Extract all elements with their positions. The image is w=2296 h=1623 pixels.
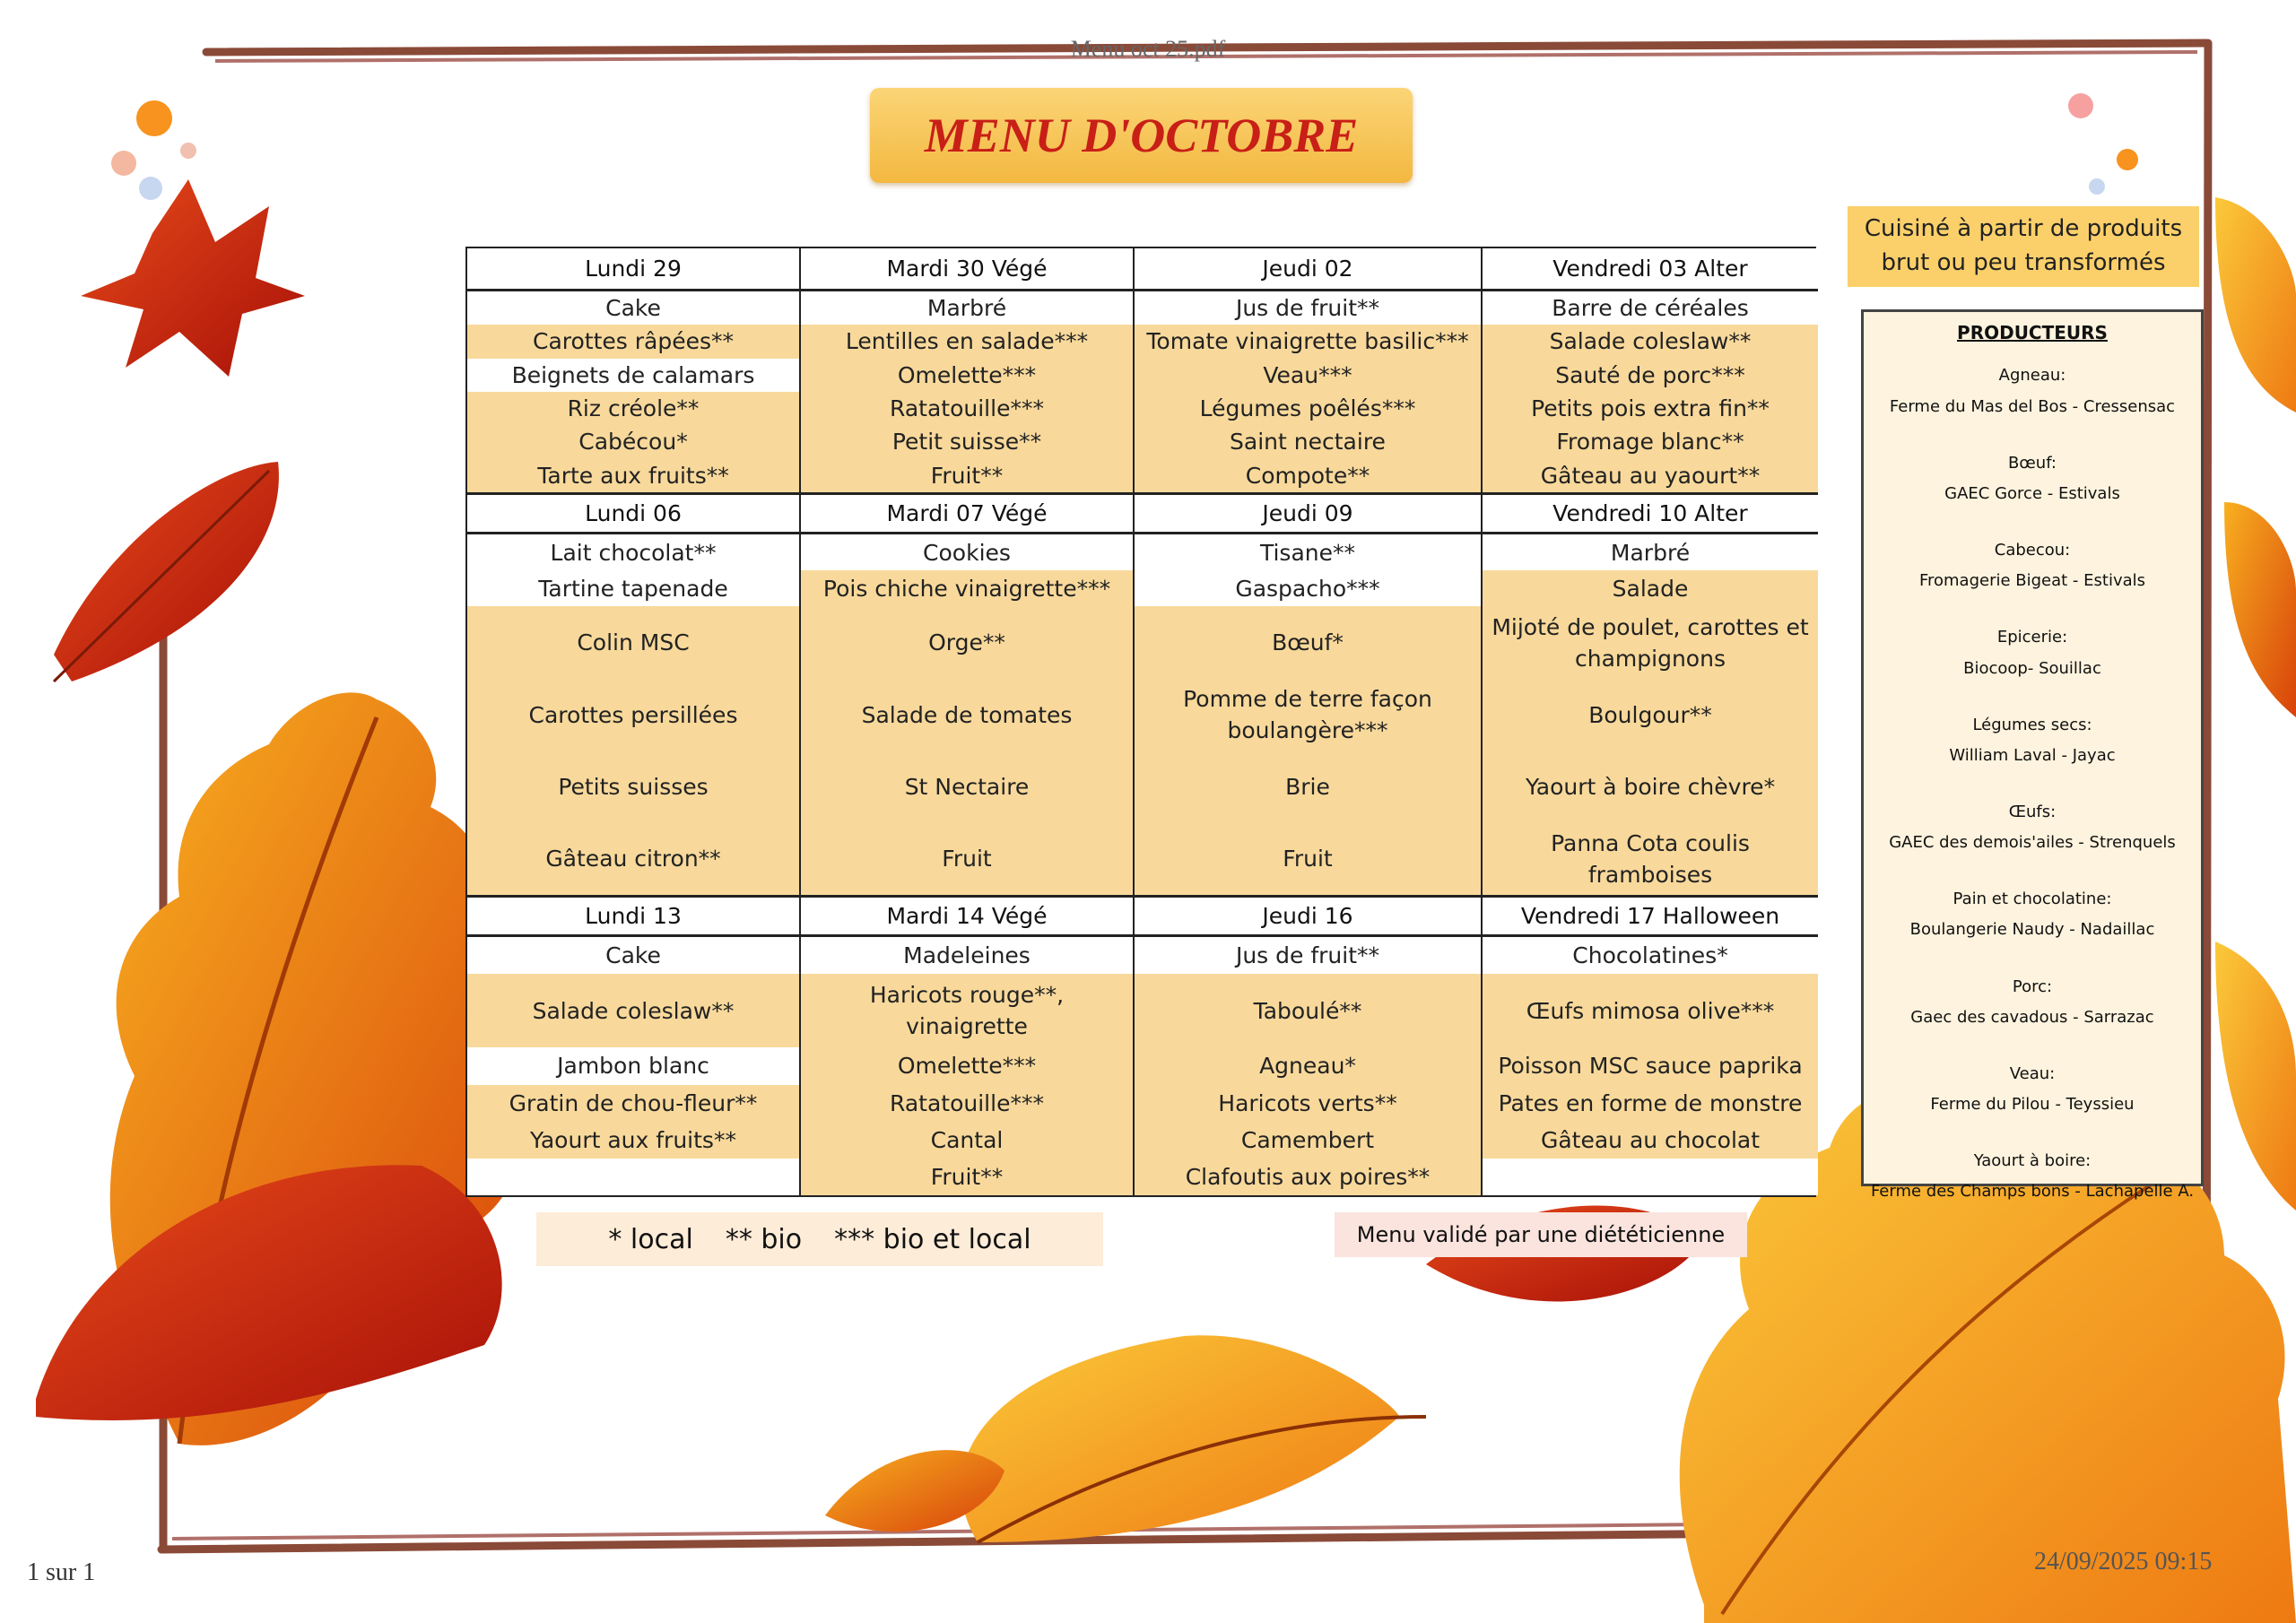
producer-category: Porc:	[2012, 976, 2053, 996]
producer-entry	[1869, 1046, 2196, 1133]
maple-leaf-red-top	[81, 179, 305, 377]
menu-item: Cabécou*	[467, 425, 799, 458]
producer-name: Ferme du Mas del Bos - Cressensac	[1889, 396, 2176, 416]
menu-item: Gaspacho***	[1135, 570, 1481, 606]
menu-item: Marbré	[1483, 534, 1818, 570]
menu-item: Cake	[467, 291, 799, 325]
menu-item: Gâteau citron**	[467, 823, 799, 895]
menu-item: Jus de fruit**	[1135, 291, 1481, 325]
menu-item: Barre de céréales	[1483, 291, 1818, 325]
leaf-red-bottom-left	[36, 1165, 502, 1420]
menu-item: Ratatouille***	[801, 392, 1133, 425]
day-menu	[801, 937, 1135, 1195]
menu-item: Carottes persillées	[467, 679, 799, 751]
pdf-filename: Menu oct 25.pdf	[1070, 36, 1226, 62]
day-header: Mardi 30 Végé	[801, 248, 1135, 291]
menu-item: Fromage blanc**	[1483, 425, 1818, 458]
menu-item-empty	[467, 1159, 799, 1195]
menu-item: Yaourt aux fruits**	[467, 1122, 799, 1159]
menu-item: Riz créole**	[467, 392, 799, 425]
menu-item: Jus de fruit**	[1135, 937, 1481, 974]
legend-bio-local: *** bio et local	[834, 1223, 1031, 1255]
producer-name: Ferme des Champs bons - Lachapelle A.	[1870, 1182, 2195, 1202]
menu-item: Gâteau au yaourt**	[1483, 459, 1818, 492]
producer-name: GAEC des demois'ailes - Strenquels	[1889, 833, 2176, 853]
cuisine-note	[1848, 206, 2199, 287]
legend-local: * local	[608, 1223, 693, 1255]
menu-item: Salade coleslaw**	[467, 974, 799, 1047]
producer-name: Fromagerie Bigeat - Estivals	[1918, 571, 2146, 591]
leaf-right-edge-low	[2215, 942, 2296, 1211]
producer-entry	[1869, 959, 2196, 1046]
producers-panel	[1861, 309, 2204, 1202]
legend	[536, 1212, 1103, 1266]
day-header: Lundi 13	[467, 898, 801, 937]
day-menu	[801, 291, 1135, 495]
day-header: Vendredi 10 Alter	[1483, 495, 1818, 534]
validated-note: Menu validé par une diététicienne	[1335, 1212, 1747, 1257]
menu-item: Gâteau au chocolat	[1483, 1122, 1818, 1159]
producer-category: Légumes secs:	[1972, 715, 2092, 734]
day-menu	[467, 291, 801, 495]
menu-item: Fruit	[1135, 823, 1481, 895]
producer-entry	[1869, 872, 2196, 959]
menu-item: Ratatouille***	[801, 1085, 1133, 1122]
menu-item: Omelette***	[801, 359, 1133, 392]
producer-entry	[1869, 610, 2196, 697]
menu-item: Tartine tapenade	[467, 570, 799, 606]
producer-name: Biocoop- Souillac	[1963, 658, 2101, 678]
producer-name: Boulangerie Naudy - Nadaillac	[1909, 920, 2155, 940]
menu-item: Jambon blanc	[467, 1047, 799, 1084]
menu-item: Brie	[1135, 751, 1481, 822]
menu-item: Cake	[467, 937, 799, 974]
producer-entry	[1869, 697, 2196, 784]
menu-item: Clafoutis aux poires**	[1135, 1159, 1481, 1195]
menu-table	[465, 247, 1816, 1197]
cuisine-line-1: Cuisiné à partir de produits	[1864, 215, 2183, 243]
day-menu	[1135, 291, 1483, 495]
day-menu	[1483, 291, 1818, 495]
menu-item: Cantal	[801, 1122, 1133, 1159]
day-header: Jeudi 16	[1135, 898, 1483, 937]
menu-item: Madeleines	[801, 937, 1133, 974]
menu-item: Bœuf*	[1135, 606, 1481, 678]
menu-item: Compote**	[1135, 459, 1481, 492]
producer-name: William Laval - Jayac	[1949, 745, 2116, 765]
page-number: 1 sur 1	[27, 1558, 96, 1586]
day-header: Jeudi 09	[1135, 495, 1483, 534]
producer-entry	[1869, 348, 2196, 435]
menu-item: Haricots verts**	[1135, 1085, 1481, 1122]
title-banner	[870, 88, 1413, 183]
menu-item: Marbré	[801, 291, 1133, 325]
menu-item: Poisson MSC sauce paprika	[1483, 1047, 1818, 1084]
producer-name: GAEC Gorce - Estivals	[1944, 483, 2120, 503]
menu-item: St Nectaire	[801, 751, 1133, 822]
producer-category: Yaourt à boire:	[1973, 1151, 2092, 1171]
menu-item: Veau***	[1135, 359, 1481, 392]
menu-item: Salade	[1483, 570, 1818, 606]
menu-item: Yaourt à boire chèvre*	[1483, 751, 1818, 822]
producer-name: Gaec des cavadous - Sarrazac	[1910, 1007, 2154, 1027]
day-header: Jeudi 02	[1135, 248, 1483, 291]
day-header: Vendredi 03 Alter	[1483, 248, 1818, 291]
legend-bio: ** bio	[725, 1223, 803, 1255]
menu-item: Tomate vinaigrette basilic***	[1135, 325, 1481, 358]
menu-item-empty	[1483, 1159, 1818, 1195]
producer-category: Pain et chocolatine:	[1952, 890, 2112, 909]
menu-item: Fruit	[801, 823, 1133, 895]
menu-item: Pates en forme de monstre	[1483, 1085, 1818, 1122]
producer-category: Bœuf:	[2008, 453, 2057, 473]
menu-item: Haricots rouge**, vinaigrette	[801, 974, 1133, 1047]
menu-item: Chocolatines*	[1483, 937, 1818, 974]
menu-item: Beignets de calamars	[467, 359, 799, 392]
menu-item: Carottes râpées**	[467, 325, 799, 358]
page-title: MENU D'OCTOBRE	[924, 108, 1359, 162]
print-timestamp: 24/09/2025 09:15	[2034, 1548, 2213, 1575]
producers-title: PRODUCTEURS	[1957, 322, 2108, 343]
menu-item: Fruit**	[801, 1159, 1133, 1195]
day-menu	[1135, 534, 1483, 898]
day-menu	[1135, 937, 1483, 1195]
menu-item: Petits pois extra fin**	[1483, 392, 1818, 425]
day-header: Lundi 29	[467, 248, 801, 291]
menu-item: Salade coleslaw**	[1483, 325, 1818, 358]
producer-category: Agneau:	[1998, 366, 2066, 386]
menu-item: Boulgour**	[1483, 679, 1818, 751]
producer-entry	[1869, 523, 2196, 610]
day-menu	[467, 534, 801, 898]
leaf-right-edge-mid	[2224, 502, 2296, 717]
menu-item: Tarte aux fruits**	[467, 459, 799, 492]
menu-item: Sauté de porc***	[1483, 359, 1818, 392]
menu-item: Œufs mimosa olive***	[1483, 974, 1818, 1047]
menu-item: Camembert	[1135, 1122, 1481, 1159]
menu-item: Petit suisse**	[801, 425, 1133, 458]
menu-item: Salade de tomates	[801, 679, 1133, 751]
leaf-orange-bottom-center	[961, 1335, 1399, 1542]
day-header: Mardi 14 Végé	[801, 898, 1135, 937]
menu-item: Agneau*	[1135, 1047, 1481, 1084]
menu-item: Colin MSC	[467, 606, 799, 678]
menu-item: Petits suisses	[467, 751, 799, 822]
menu-item: Pois chiche vinaigrette***	[801, 570, 1133, 606]
menu-item: Orge**	[801, 606, 1133, 678]
producer-name: Ferme du Pilou - Teyssieu	[1930, 1095, 2135, 1115]
producer-category: Epicerie:	[1996, 628, 2068, 647]
day-header: Lundi 06	[467, 495, 801, 534]
menu-item: Gratin de chou-fleur**	[467, 1085, 799, 1122]
menu-item: Légumes poêlés***	[1135, 392, 1481, 425]
producer-entry	[1869, 1133, 2196, 1220]
cuisine-line-2: brut ou peu transformés	[1881, 249, 2166, 276]
producer-category: Veau:	[2009, 1063, 2056, 1083]
day-header: Mardi 07 Végé	[801, 495, 1135, 534]
day-menu	[1483, 937, 1818, 1195]
menu-item: Lentilles en salade***	[801, 325, 1133, 358]
day-menu	[467, 937, 801, 1195]
day-header: Vendredi 17 Halloween	[1483, 898, 1818, 937]
menu-item: Taboulé**	[1135, 974, 1481, 1047]
day-menu	[801, 534, 1135, 898]
day-menu	[1483, 534, 1818, 898]
menu-item: Omelette***	[801, 1047, 1133, 1084]
menu-item: Cookies	[801, 534, 1133, 570]
menu-item: Tisane**	[1135, 534, 1481, 570]
menu-item: Saint nectaire	[1135, 425, 1481, 458]
producer-category: Cabecou:	[1994, 541, 2071, 560]
menu-item: Pomme de terre façon boulangère***	[1135, 679, 1481, 751]
producer-category: Œufs:	[2008, 802, 2057, 821]
producer-entry	[1869, 435, 2196, 522]
menu-item: Panna Cota coulis framboises	[1483, 823, 1818, 895]
producer-entry	[1869, 784, 2196, 871]
menu-item: Fruit**	[801, 459, 1133, 492]
menu-item: Lait chocolat**	[467, 534, 799, 570]
leaf-right-edge-top	[2215, 197, 2296, 412]
menu-item: Mijoté de poulet, carottes et champignons	[1483, 606, 1818, 678]
